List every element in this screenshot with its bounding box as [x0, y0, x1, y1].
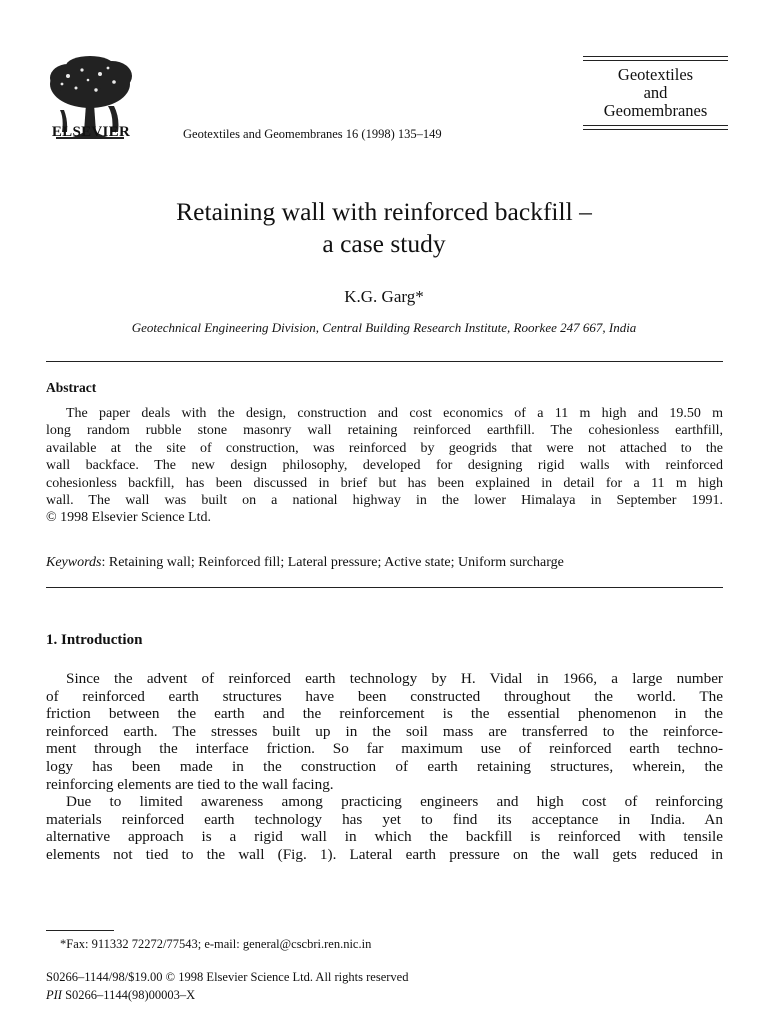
body-line: materials reinforced earth technology has yet to find its acceptance in India. An — [46, 810, 723, 828]
author-affiliation: Geotechnical Engineering Division, Central Building Research Institute, Roorkee 247 667, India — [131, 320, 637, 335]
journal-name-line: Geotextiles — [617, 65, 694, 84]
journal-name-line: and — [643, 83, 668, 102]
issn-line: S0266–1144/98/$19.00 © 1998 Elsevier Science Ltd. All rights reserved — [46, 970, 409, 984]
abstract-heading: Abstract — [46, 380, 97, 395]
abstract-line: wall backface. The new design philosophy, developed for designing rigid walls with reinforced — [46, 458, 723, 474]
body-line: Since the advent of reinforced earth technology by H. Vidal in 1966, a large number — [66, 670, 723, 687]
journal-name-line: Geomembranes — [603, 101, 708, 120]
section-heading: 1. Introduction — [46, 632, 143, 648]
abstract-line: wall. The wall was built on a national highway in the lower Himalaya in September 1991. — [46, 492, 723, 508]
author-name: K.G. Garg* — [344, 287, 424, 306]
abstract-line: available at the site of construction, was reinforced by geogrids that were not attached to the — [46, 440, 723, 456]
journal-name — [583, 66, 728, 120]
body-line: Due to limited awareness among practicing engineers and high cost of reinforcing — [66, 793, 723, 811]
publisher-name: ELSEVIER — [51, 124, 131, 140]
divider — [46, 361, 723, 362]
abstract-text — [46, 405, 723, 527]
divider — [46, 587, 723, 588]
introduction-text — [46, 670, 723, 864]
keywords-text: : Retaining wall; Reinforced fill; Lateral pressure; Active state; Uniform surcharge — [101, 555, 564, 570]
abstract-line: long random rubble stone masonry wall retaining reinforced earthfill. The cohesionless earthfill, — [46, 423, 723, 439]
body-line: friction between the earth and the reinforcement is the essential phenomenon in the — [46, 705, 723, 723]
body-line: reinforcing elements are tied to the wall facing. — [46, 775, 334, 793]
body-line: of reinforced earth structures have been constructed throughout the world. The — [46, 687, 723, 705]
pii-line — [46, 988, 195, 1003]
title-line: a case study — [322, 229, 446, 258]
abstract-line: The paper deals with the design, construction and cost economics of a 11 m high and 19.50 m — [66, 406, 723, 421]
abstract-line: © 1998 Elsevier Science Ltd. — [46, 510, 211, 526]
body-line: ment through the interface friction. So far maximum use of reinforced earth techno- — [46, 740, 723, 758]
body-line: logy has been made in the construction of earth retaining structures, wherein, the — [46, 757, 723, 775]
body-line: elements not tied to the wall (Fig. 1). Lateral earth pressure on the wall gets reduced in — [46, 845, 723, 863]
journal-citation: Geotextiles and Geomembranes 16 (1998) 135–149 — [183, 127, 442, 141]
pii-label: PII — [46, 988, 62, 1002]
keywords — [46, 555, 723, 571]
footnote-rule — [46, 930, 114, 931]
body-line: alternative approach is a rigid wall in which the backfill is reinforced with tensile — [46, 828, 723, 846]
footnote: *Fax: 911332 72272/77543; e-mail: general@cscbri.ren.nic.in — [60, 937, 372, 951]
keywords-label: Keywords — [46, 555, 102, 570]
pii-value: S0266–1144(98)00003–X — [61, 988, 196, 1002]
body-line: reinforced earth. The stresses built up in the soil mass are transferred to the reinforce- — [46, 722, 723, 740]
article-title — [80, 196, 688, 260]
abstract-line: cohesionless backfill, has been discussed in brief but has been explained in detail for a 11 m high — [46, 475, 723, 491]
title-line: Retaining wall with reinforced backfill – — [176, 197, 592, 226]
